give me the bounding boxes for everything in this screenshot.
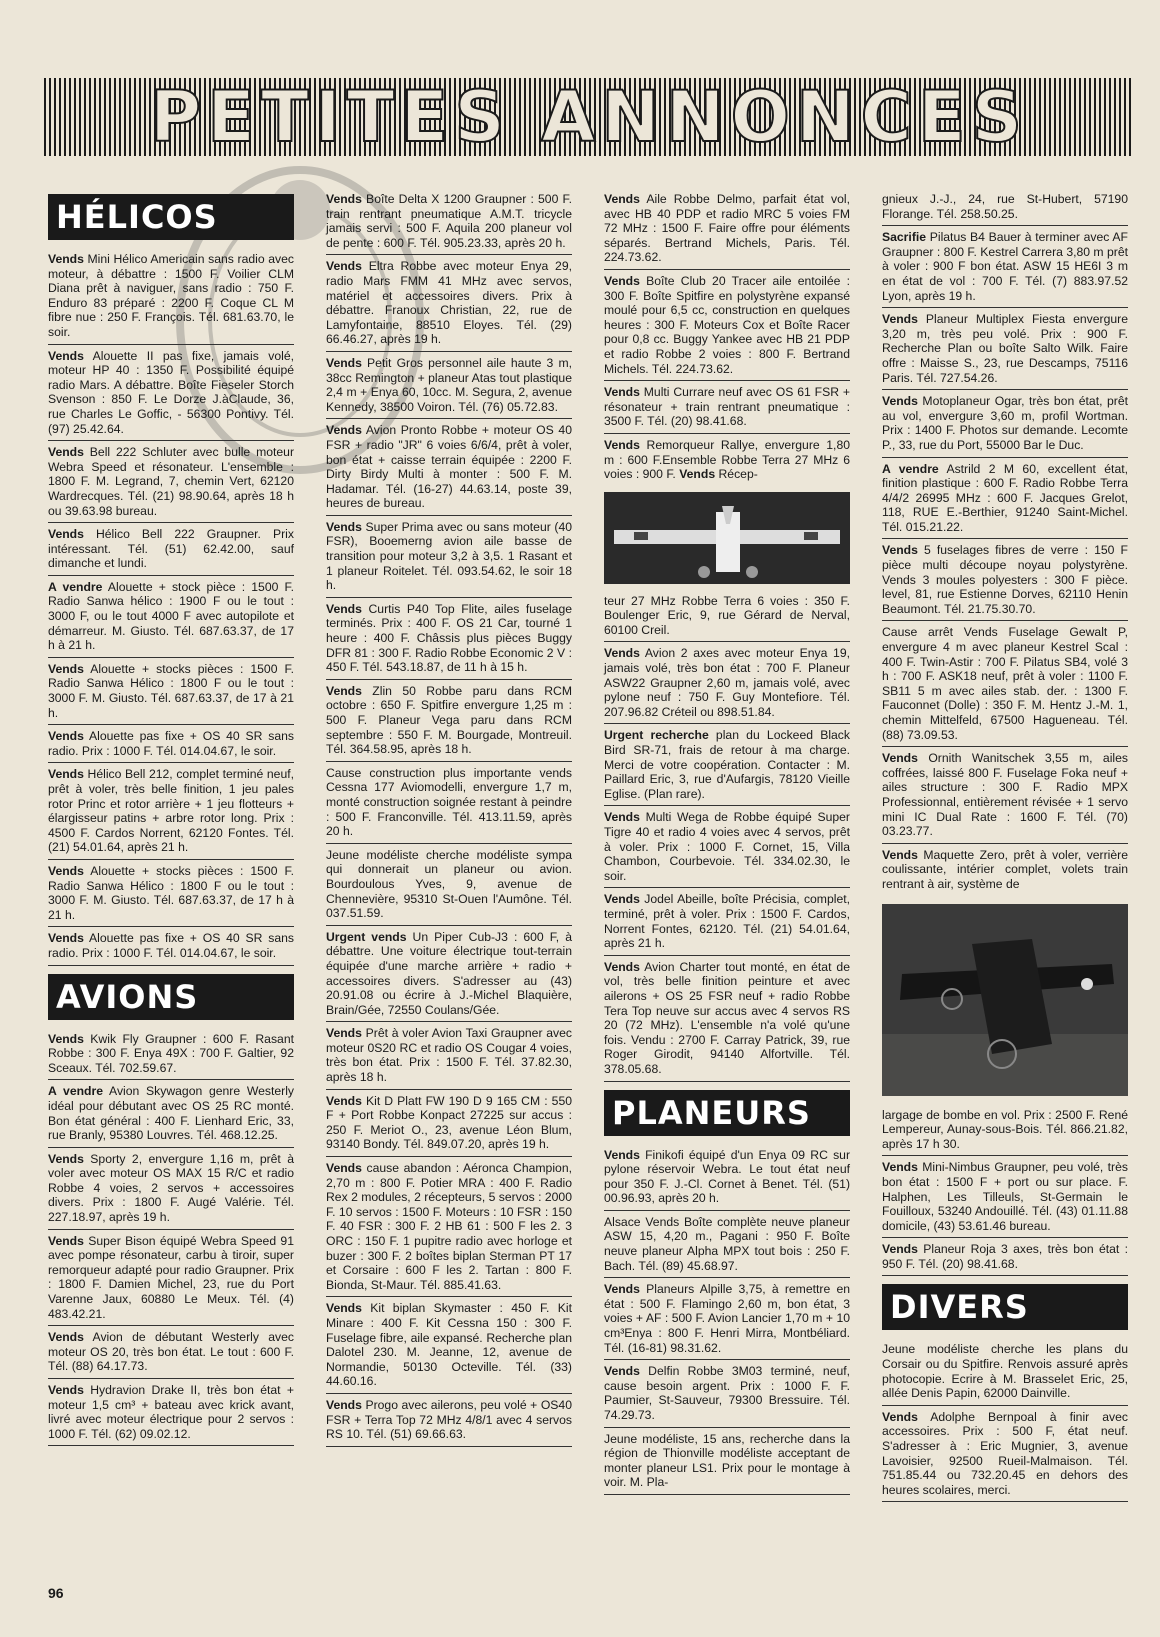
section-heading-helicos: HÉLICOS [48, 194, 294, 240]
ad-text: cause abandon : Aéronca Champion, 2,70 m : 800 F. Potier MRA : 400 F. Radio Rex 2 modules, 2 récepteurs, 5 servos : 2000 F. 10 servos : 1500 F. Moteurs : 10 FSR : 150 F. 40 FSR : 300 F. 2 HB 61 : 500 F les 2. 3 ORC : 150 F. 1 pupitre radio avec horloge et buzer : 300 F. 2 boîtes biplan Sterman PT 17 et Corsaire : 600 F les 2. Tartan : 800 F. Bionda, St-Maur. Tél. 885.41.63. [326, 1161, 572, 1292]
column-3-top-ads [604, 190, 850, 434]
section-heading-avions: AVIONS [48, 974, 294, 1020]
ad-lead: Vends [882, 1160, 918, 1175]
ad-text: Planeurs Alpille 3,75, à remettre en état : 500 F. Flamingo 2,60 m, bon état, 3 voies + AF : 500 F. Avion Lancier 1,70 m + 10 cm³Enya : 800 F. Henri Mirra, Montbéliard. Tél. (16-81) 98.31.62. [604, 1282, 850, 1355]
ad-lead: Vends [326, 1093, 362, 1108]
planeurs-ads [604, 1146, 850, 1495]
column-4-top-ads [882, 190, 1128, 844]
ad-lead: Vends [882, 543, 918, 558]
classified-ad [604, 726, 850, 806]
classified-ad [48, 525, 294, 576]
ad-text: Remorqueur Rallye, envergure 1,80 m : 600 F.Ensemble Robbe Terra 27 MHz 6 voies : 900 F. [604, 437, 850, 482]
classified-ad [326, 1396, 572, 1447]
classified-ad [48, 347, 294, 442]
ad-text: largage de bombe en vol. Prix : 2500 F. René Lempereur, Aunay-sous-Bois. Tél. 866.21.82, après 17 h 30. [882, 1107, 1128, 1151]
divers-ads [882, 1340, 1128, 1502]
ad-lead: Vends [604, 273, 640, 288]
zero-model-photo [882, 904, 1128, 1096]
classified-ad [882, 749, 1128, 844]
ad-lead: A vendre [48, 579, 103, 594]
ad-lead: Vends [882, 1409, 918, 1424]
classified-ad [604, 1280, 850, 1360]
ad-text: Kit D Platt FW 190 D 9 165 CM : 550 F + Port Robbe Konpact 27225 sur accus : 250 F. Meriot O., 23, avenue Léon Blum, 93140 Bondy. Tél. 849.07.20, après 19 h. [326, 1093, 572, 1152]
ad-lead: Vends [604, 385, 640, 400]
ad-text: Aile Robbe Delmo, parfait état vol, avec HB 40 PDP et radio MRC 5 voies FM 72 MHz : 1500 F. Faire offre pour éléments séparés. Bertrand Michels, Paris. Tél. 224.73.62. [604, 192, 850, 265]
ad-lead: Vends [326, 519, 362, 534]
ad-text: Super Bison équipé Webra Speed 91 avec pompe résonateur, carbu à tiroir, super remorqueur adapté pour radio Graupner. Prix : 1800 F. Damien Michel, 23, rue du Port Varenne Jaux, 60880 Le Meux. Tél. (4) 483.42.21. [48, 1233, 294, 1321]
ad-text: Multi Wega de Robbe équipé Super Tigre 40 et radio 4 voies avec 4 servos, prêt à voler. Prix : 1000 F. Cornet, 15, Villa Chambon, Courbevoie. Tél. 334.02.30, le soir. [604, 810, 850, 883]
ad-lead: Vends [48, 661, 84, 676]
ad-text: Jeune modéliste cherche modéliste sympa qui donnerait un planeur ou avion. Bourdoulous Yves, 9, avenue de Chennevière, 95310 St-Ouen l'Aumône. Tél. 037.51.59. [326, 847, 572, 921]
classified-ad [882, 1106, 1128, 1157]
ad-text: Un Piper Cub-J3 : 600 F, à débattre. Une voiture électrique tout-terrain équipée d'une marche arrière + radio + accessoires divers. S'adresser au (43) 20.91.08 ou écrire à J.-Michel Blaquière, Brain/Gée, 72550 Coulans/Gée. [326, 929, 573, 1017]
ad-text: Hydravion Drake II, très bon état + moteur 1,5 cm³ + bateau avec krick avant, livré avec moteur électrique pour 2 servos : 1000 F. Tél. (62) 09.02.12. [48, 1383, 294, 1441]
classified-ad [48, 250, 294, 345]
ad-lead: Vends [326, 192, 362, 206]
classified-ad [882, 190, 1128, 226]
ad-text: Super Prima avec ou sans moteur (40 FSR), Booemerng avion aile basse de transition pour moteur 3,2 à 3,5. 1 Rasant et 1 planeur Roitelet. Tél. 093.54.62, le soir 18 h. [326, 519, 572, 593]
ad-lead: Vends [882, 751, 918, 766]
classified-ad [48, 578, 294, 658]
ad-text: Planeur Multiplex Fiesta envergure 3,20 m, très peu volé. Prix : 900 F. Recherche Plan ou boîte Salto Wilk. Faire offre : Maisse S., 23, rue Descamps, 75116 Paris. Tél. 727.54.26. [882, 312, 1128, 385]
ad-lead: Vends [326, 259, 362, 274]
classified-ad [48, 660, 294, 725]
column-2 [326, 190, 572, 1449]
ad-lead: Vends [48, 1330, 84, 1345]
ad-text: Astrild 2 M 60, excellent état, finition plastique : 600 F. Radio Robbe Terra 4/4/2 26995 MHz : 600 F. Jacques Grelot, 118, RUE E.-Berthier, 91240 Saint-Michel. Tél. 015.21.22. [882, 461, 1128, 534]
ad-lead: Vends [48, 863, 84, 878]
classified-ad [604, 436, 850, 486]
ad-lead: Vends [604, 959, 640, 974]
ad-lead: Urgent vends [326, 929, 407, 944]
ad-text: Jodel Abeille, boîte Précisia, complet, terminé, prêt à voler. Prix : 1500 F. Cardos, Norrent Fontes, 62120. Tél. (21) 54.01.64, après 21 h. [604, 892, 850, 951]
ad-text: Avion Charter tout monté, en état de vol, très belle finition peinture et avec ailerons + OS 25 FSR neuf + radio Robbe Tera Top neuve sur accus avec 4 servos RS 20 (72 MHz). L'ensemble n'a volé qu'une fois. Vendu : 2700 F. Carray Patrick, 39, rue Roger Girodit, 94140 Alfortville. Tél. 378.05.68. [604, 959, 850, 1076]
ad-text: Multi Currare neuf avec OS 61 FSR + résonateur + train rentrant pneumatique : 3500 F. Tél. (20) 98.41.68. [604, 385, 850, 429]
ad-text: Sporty 2, envergure 1,16 m, prêt à voler avec moteur OS MAX 15 R/C et radio Robbe 4 voies, 2 servos + accessoires divers. Prix : 1800 F. Augé Valérie. Tél. 227.18.97, après 19 h. [48, 1151, 294, 1225]
classified-ad [326, 764, 572, 844]
classified-ad [48, 1082, 294, 1147]
ad-text: Delfin Robbe 3M03 terminé, neuf, cause besoin argent. Prix : 1000 F. F. Paumier, St-Sauveur, 79300 Bressuire. Tél. 74.29.73. [604, 1364, 850, 1422]
ad-text: Planeur Roja 3 axes, très bon état : 950 F. Tél. (20) 98.41.68. [882, 1242, 1128, 1271]
classified-ad [604, 272, 850, 381]
ad-lead: Vends [326, 1397, 362, 1412]
classified-ad [48, 929, 294, 965]
ad-text: Alouette + stocks pièces : 1500 F. Radio Sanwa Hélico : 1800 F ou le tout : 3000 F. M. Giusto. Tél. 687.63.37, de 17 à 21 h. [48, 661, 294, 720]
ad-lead: Vends [604, 1364, 640, 1379]
ad-text: Jeune modéliste cherche les plans du Corsair ou du Spitfire. Renvois assuré après photocopie. Ecrire à M. Brasselet Eric, 25, allée Denis Papin, 62000 Dainville. [882, 1342, 1128, 1401]
classified-ad [882, 1408, 1128, 1503]
ad-text: Boîte Club 20 Tracer aile entoilée : 300 F. Boîte Spitfire en polystyrène expansé moulé pour 6,5 cc, construction en quelques heures : 300 F. Moteurs Cox et Boîte Racer pour 0,8 cc. Buggy Yankee avec HB 21 PDP et radio Robbe 2 voies : 800 F. Bertrand Michels. Tél. 224.73.62. [604, 273, 850, 376]
ad-text: Maquette Zero, prêt à voler, verrière coulissante, intérier complet, volets train rentrant à air, système de [882, 847, 1128, 891]
ad-text: Eltra Robbe avec moteur Enya 29, radio Mars FMM 41 MHz avec servos, matériel et accessoires divers. Prix à débattre. Franoux Christian, 22, rue de Lamyfontaine, 88510 Eloyes. Tél. (29) 66.46.27, après 19 h. [326, 259, 572, 347]
classified-ad [48, 1030, 294, 1081]
classified-ad [604, 808, 850, 888]
classified-ad [326, 600, 572, 680]
classified-ad [604, 592, 850, 643]
classified-ad [604, 644, 850, 724]
ad-lead: Vends [48, 729, 84, 744]
classified-ad [604, 958, 850, 1082]
ad-text: Kwik Fly Graupner : 600 F. Rasant Robbe : 300 F. Enya 49X : 700 F. Galtier, 92 Sceaux. Tél. 702.59.67. [48, 1031, 294, 1075]
ad-lead: A vendre [48, 1084, 104, 1099]
ad-lead: Vends [48, 1233, 84, 1248]
ad-lead: A vendre [882, 461, 939, 476]
masthead-title: PETITES ANNONCES [149, 76, 1029, 158]
ad-text: 5 fuselages fibres de verre : 150 F pièce multi découpe noyau polystyrène. Vends 3 moules polyesters : 300 F pièce. level, 81, rue Estienne Dorves, 62110 Henin Beaumont. Tél. 21.75.30.70. [882, 543, 1128, 616]
classified-ad [882, 310, 1128, 390]
ad-text: Kit biplan Skymaster : 450 F. Kit Minare : 400 F. Kit Cessna 150 : 300 F. Fuselage fibre, aile expansé. Recherche plan Dalotel 230. M. Jeanne, 12, avenue de Normandie, 50130 Octeville. Tél. (33) 44.60.16. [326, 1301, 572, 1389]
ad-lead: Vends [48, 445, 84, 460]
ad-lead: Vends [326, 423, 362, 438]
classified-ad [604, 1430, 850, 1495]
ad-lead: Vends [604, 892, 640, 907]
ad-text: Boîte Delta X 1200 Graupner : 500 F. train rentrant pneumatique A.M.T. tricycle jamais servi : 500 F. Aquila 200 planeur vol de pente : 600 F. Tél. 905.23.33, après 20 h. [326, 192, 572, 250]
ad-lead: Vends [604, 437, 640, 452]
ad-lead: Vends [48, 1151, 84, 1166]
column-3 [604, 190, 850, 1497]
ad-lead: Vends [604, 1282, 640, 1297]
classified-ad [326, 928, 572, 1023]
ad-lead: Vends [48, 348, 84, 363]
ad-text: Alouette II pas fixe, jamais volé, moteur HP 40 : 1350 F. Possibilité équipé radio Mars. A débattre. Boîte Fieseler Storch Svenson : 850 F. Le Dorze J.àClaude, 36, rue Charles Le Goffic, - 56300 Pontivy. Tél. (97) 25.42.64. [48, 348, 294, 436]
ad-lead: Vends [604, 192, 640, 206]
classified-ad [326, 1024, 572, 1089]
ad-lead: Urgent recherche [604, 728, 709, 743]
classified-ad [882, 228, 1128, 308]
ad-text: Zlin 50 Robbe paru dans RCM octobre : 650 F. Spitfire envergure 1,25 m : 500 F. Planeur Vega paru dans RCM septembre : 550 F. M. Bourgade, Montreuil. Tél. 364.58.95, après 18 h. [326, 683, 572, 757]
ad-lead: Vends [604, 1147, 640, 1162]
ad-text: Avion Skywagon genre Westerly idéal pour débutant avec OS 25 RC monté. Bon état général : 400 F. Lienhard Eric, 33, rue Branly, 95380 Louvres. Tél. 468.12.25. [48, 1084, 295, 1143]
classified-ad [882, 1340, 1128, 1405]
ad-lead: Vends [882, 847, 918, 862]
classified-ad [326, 190, 572, 255]
classified-ad [48, 862, 294, 927]
classified-ad [882, 392, 1128, 457]
ad-lead: Vends [604, 646, 640, 661]
ad-lead: Vends [326, 355, 362, 370]
classified-ad [326, 1299, 572, 1394]
classified-ad [604, 1146, 850, 1211]
ad-text: Alouette + stock pièce : 1500 F. Radio Sanwa hélico : 1900 F ou le tout : 3000 F, ou le tout 4000 F avec autopilote et démarreur. M. Giusto. Tél. 687.63.37, de 17 h à 21 h. [48, 579, 294, 653]
ad-text: Récep- [715, 467, 758, 482]
ad-text: Curtis P40 Top Flite, ailes fuselage terminés. Prix : 400 F. OS 21 Car, tourné 1 heure : 400 F. Châssis plus pièces Buggy DFR 81 : 300 F. Radio Robbe Economic 2 V : 450 F. Tél. 543.18.87, de 11 h à 15 h. [326, 601, 572, 675]
classified-ad [48, 1150, 294, 1230]
classified-ad [326, 257, 572, 352]
ad-text: Pilatus B4 Bauer à terminer avec AF Graupner : 800 F. Kestrel Carrera 3,80 m prêt à voler : 900 F bon état. ASW 15 HE6I 3 m en état de vol : 700 F. Tél. (7) 883.97.52 Lyon, après 19 h. [882, 230, 1128, 303]
ad-lead: Vends [604, 810, 640, 825]
classified-ad [882, 541, 1128, 621]
column-1 [48, 190, 294, 1448]
classified-ad [48, 1328, 294, 1379]
column-4 [882, 190, 1128, 1504]
ad-lead: Vends [882, 312, 918, 327]
classified-ad [604, 190, 850, 270]
ad-lead: Vends [679, 467, 716, 482]
ad-lead: Vends [48, 1031, 84, 1046]
ad-text: Mini-Nimbus Graupner, peu volé, très bon état : 1500 F + port ou sur place. F. Halphen, Les Tilleuls, St-Germain le Fouilloux, 53240 Andouillé. Tél. (43) 01.11.88 domicile, (43) 53.61.46 bureau. [882, 1160, 1128, 1233]
ad-text: Avion 2 axes avec moteur Enya 19, jamais volé, très bon état : 700 F. Planeur ASW22 Graupner 2,60 m, jamais volé, avec pylone neuf : 750 F. Guy Montefiore. Tél. 207.96.82 Créteil ou 898.51.84. [604, 646, 850, 719]
ad-text: Avion de débutant Westerly avec moteur OS 20, très bon état. Le tout : 600 F. Tél. (88) 64.17.73. [48, 1330, 294, 1374]
classified-ad [48, 765, 294, 860]
ad-text: teur 27 MHz Robbe Terra 6 voies : 350 F. Boulenger Eric, 9, rue Gérard de Nerval, 60100 Creil. [604, 593, 850, 637]
classified-ad [882, 623, 1128, 747]
ad-text: Prêt à voler Avion Taxi Graupner avec moteur 0S20 RC et radio OS Cougar 4 voies, très bon état. Prix : 1500 F. Tél. 37.82.30, après 18 h. [326, 1026, 572, 1085]
section-heading-divers: DIVERS [882, 1284, 1128, 1330]
classified-ad [326, 846, 572, 926]
ad-lead: Vends [48, 1383, 84, 1397]
page-number: 96 [48, 1585, 64, 1601]
ad-lead: Vends [882, 1242, 918, 1257]
ad-lead: Vends [326, 1301, 362, 1316]
ad-lead: Vends [48, 931, 84, 946]
airplane-photo [604, 492, 850, 584]
ad-text: Progo avec ailerons, peu volé + OS40 FSR + Terra Top 72 MHz 4/8/1 avec 4 servos RS 10. Tél. (51) 69.66.63. [326, 1397, 572, 1442]
ad-text: Mini Hélico Americain sans radio avec moteur, à débattre : 1500 F. Voilier CLM Diana prêt à naviguer, sans radio : 750 F. Enduro 83 préparé : 2200 F. Coque CL M fibre nue : 250 F. François. Tél. 681.63.70, le soir. [48, 252, 294, 339]
classified-ad [882, 460, 1128, 540]
ad-text: gnieux J.-J., 24, rue St-Hubert, 57190 Florange. Tél. 258.50.25. [882, 192, 1128, 221]
masthead-banner [44, 78, 1134, 156]
classified-ad [326, 1092, 572, 1157]
ad-lead: Vends [48, 252, 84, 266]
column-3-mid-ads [604, 644, 850, 1081]
ad-lead: Vends [326, 683, 362, 698]
ad-text: Adolphe Bernpoal à finir avec accessoires. Prix : 500 F, état neuf. S'adresser à : Eric Mugnier, 3, avenue Lavoisier, 92500 Rueil-Malmaison. Tél. 751.85.44 ou 732.20.45 en dehors des heures scolaires, merci. [882, 1409, 1128, 1497]
classified-ad [604, 383, 850, 434]
helicos-ads [48, 250, 294, 966]
ad-text: Alouette + stocks pièces : 1500 F. Radio Sanwa Hélico : 1800 F ou le tout : 3000 F. M. Giusto. Tél. 687.63.37, de 17 h à 21 h. [48, 863, 294, 922]
ad-lead: Vends [326, 1026, 362, 1041]
classified-ad [604, 890, 850, 955]
classified-ad [882, 1158, 1128, 1238]
ad-text: Cause construction plus importante vends Cessna 177 Aviomodelli, envergure 1,7 m, monté construction soignée restant à peindre : 500 F. Franconville. Tél. 413.11.59, après 20 h. [326, 765, 572, 839]
classified-ad [48, 443, 294, 523]
classified-ad [326, 421, 572, 516]
classified-ad [326, 518, 572, 598]
avions-ads [48, 1030, 294, 1447]
ad-text: Avion Pronto Robbe + moteur OS 40 FSR + radio "JR" 6 voies 6/6/4, prêt à voler, bon état + caisse terrain équipée : 2200 F. Dirty Birdy Multi à monter : 500 F. M. Hadamar. Tél. (16-27) 44.63.14, poste 39, heures de bureau. [326, 423, 572, 511]
classified-ad [604, 1362, 850, 1427]
ad-lead: Vends [326, 1161, 362, 1176]
ad-text: Alouette pas fixe + OS 40 SR sans radio. Prix : 1000 F. Tél. 014.04.67, le soir. [48, 729, 294, 758]
column-4-bottom-ads [882, 1158, 1128, 1276]
ad-text: Ornith Wanitschek 3,55 m, ailes coffrées, laissé 800 F. Fuselage Foka neuf + ailes structure : 300 F. Radio MPX Professionnal, entièrement révisée + 1 servo mini IC Dual Rate : 1600 F. Tél. (70) 03.23.77. [882, 751, 1128, 839]
classified-ad [882, 1240, 1128, 1276]
ad-text: Petit Gros personnel aile haute 3 m, 38cc Remington + planeur Atas tout plastique 2,4 m + Enya 60, 10cc. M. Segura, 2, avenue Kennedy, 38500 Voiron. Tél. (76) 05.72.83. [326, 355, 572, 414]
ad-text: plan du Lockeed Black Bird SR-71, frais de retour à ma charge. Merci de votre coopération. Contacter : M. Paillard Eric, 3, rue d'Aufargis, 78120 Vieille Eglise. (Plan rare). [604, 728, 850, 801]
classified-ad [48, 1381, 294, 1446]
classified-ad [882, 846, 1128, 896]
ad-lead: Vends [48, 527, 84, 542]
classified-ad [326, 1159, 572, 1297]
ad-text: Alsace Vends Boîte complète neuve planeur ASW 15, 4,20 m., Pagani : 950 F. Boîte neuve planeur Alpha MPX tout bois : 250 F. Bach. Tél. (89) 45.68.97. [604, 1214, 850, 1273]
classified-ad [604, 1213, 850, 1278]
ad-text: Alouette pas fixe + OS 40 SR sans radio. Prix : 1000 F. Tél. 014.04.67, le soir. [48, 931, 294, 960]
ad-text: Hélico Bell 222 Graupner. Prix intéressant. Tél. (51) 62.42.00, sauf dimanche et lundi. [48, 527, 294, 571]
ad-text: Finikofi équipé d'un Enya 09 RC sur pylone réservoir Webra. Le tout état neuf pour 350 F. J.-Cl. Cornet à Benet. Tél. (51) 00.96.93, après 20 h. [604, 1147, 850, 1206]
ad-text: Jeune modéliste, 15 ans, recherche dans la région de Thionville modéliste acceptant de monter planeur LS1. Prix pour le montage à voir. M. Pla- [604, 1431, 850, 1490]
classified-ad [48, 1232, 294, 1327]
ad-text: Motoplaneur Ogar, très bon état, prêt au vol, envergure 3,60 m, profil Wortman. Prix : 1400 F. Photos sur demande. Lecomte P., 33, rue du Port, 55000 Bar le Duc. [882, 394, 1128, 452]
ad-text: Hélico Bell 212, complet terminé neuf, prêt à voler, très belle finition, 1 jeu pales rotor Princ et rotor arrière + 1 jeu flotteurs + élargisseur patins + arbre rotor long. Prix : 4500 F. Cardos Norrent, 62120 Fontes. Tél. (21) 54.01.64, après 21 h. [48, 767, 294, 855]
section-heading-planeurs: PLANEURS [604, 1090, 850, 1136]
classified-ad [48, 727, 294, 763]
ad-lead: Vends [48, 767, 84, 782]
classified-ad [326, 682, 572, 762]
classified-ad [326, 354, 572, 419]
ad-text: Cause arrêt Vends Fuselage Gewalt P, envergure 4 m avec planeur Kestrel Scal : 400 F. Twin-Astir : 700 F. Pilatus SB4, volé 3 h : 700 F. ASK18 neuf, prêt à voler : 1100 F. SB11 5 m avec ailes stab. der. : 1300 F. Fauconnet (Dolle) : 350 F. M. Hentz J.-M. 1, chemin Mittelfeld, 67500 Hagueneau. Tél. (88) 73.09.53. [882, 625, 1128, 742]
ad-lead: Sacrifie [882, 230, 927, 245]
ad-lead: Vends [326, 601, 362, 616]
ad-text: Bell 222 Schluter avec bulle moteur Webra Speed et résonateur. L'ensemble : 1800 F. M. Legrand, 7, chemin Vert, 62120 Wardrecques. Tél. (21) 98.90.64, après 18 h ou 39.63.98 bureau. [48, 445, 294, 518]
column-2-ads [326, 190, 572, 1447]
ad-lead: Vends [882, 394, 918, 409]
